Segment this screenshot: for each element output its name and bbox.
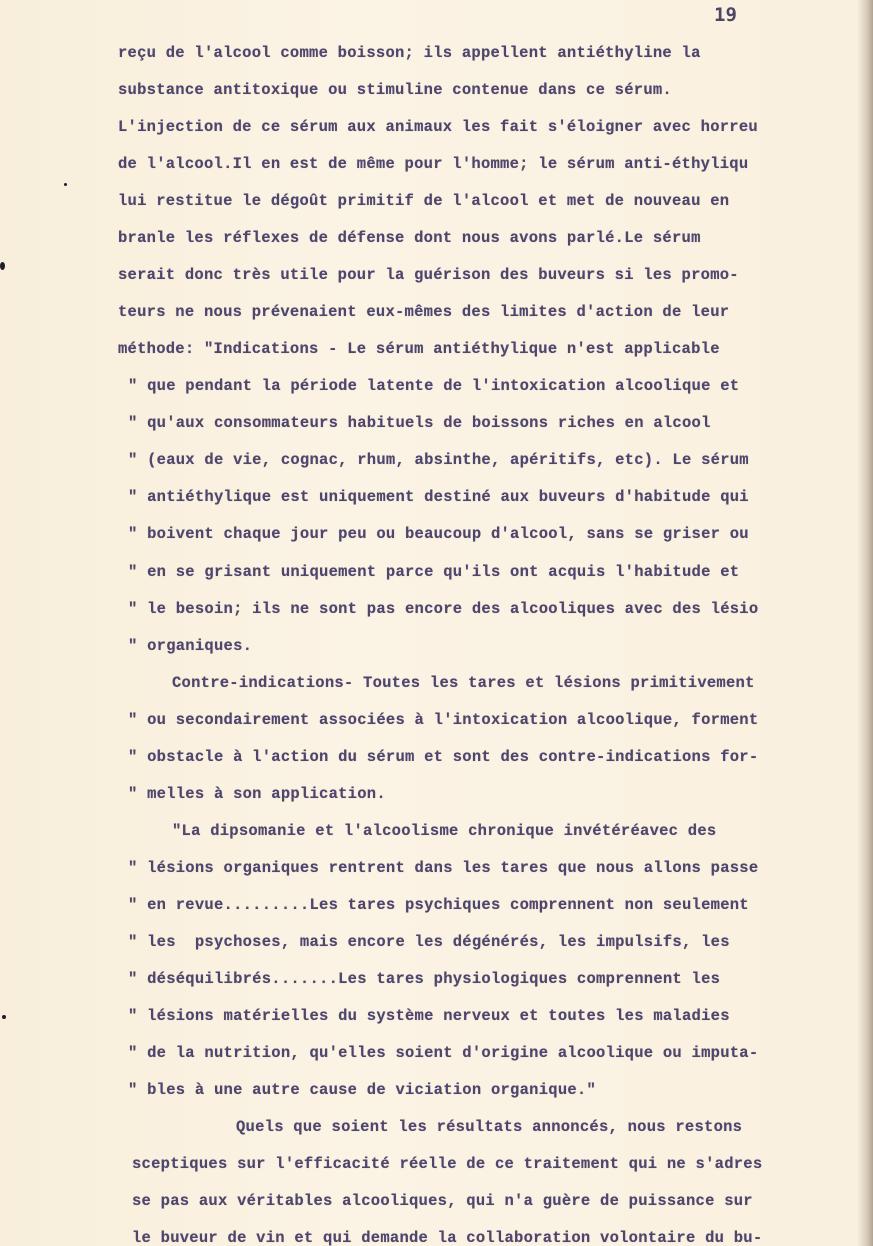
text-line: " organiques. bbox=[128, 637, 253, 655]
text-line: branle les réflexes de défense dont nous avons parlé.Le sérum bbox=[118, 229, 701, 247]
text-line: L'injection de ce sérum aux animaux les fait s'éloigner avec horreu bbox=[118, 118, 758, 136]
text-line: " lésions matérielles du système nerveux et toutes les maladies bbox=[128, 1007, 730, 1025]
text-line: serait donc très utile pour la guérison des buveurs si les promo- bbox=[118, 266, 739, 284]
text-line: " en revue.........Les tares psychiques comprennent non seulement bbox=[128, 896, 749, 914]
text-line: " melles à son application. bbox=[128, 785, 386, 803]
page-number: 19 bbox=[714, 4, 737, 26]
text-line: " antiéthylique est uniquement destiné aux buveurs d'habitude qui bbox=[128, 488, 749, 506]
text-line: " les psychoses, mais encore les dégénérés, les impulsifs, les bbox=[128, 933, 730, 951]
text-line: méthode: "Indications - Le sérum antiéthylique n'est applicable bbox=[118, 340, 720, 358]
text-line: " le besoin; ils ne sont pas encore des alcooliques avec des lésio bbox=[128, 600, 759, 618]
text-line: "La dipsomanie et l'alcoolisme chronique invétéréavec des bbox=[172, 822, 717, 840]
text-line: se pas aux véritables alcooliques, qui n'a guère de puissance sur bbox=[132, 1192, 753, 1210]
text-line: " en se grisant uniquement parce qu'ils ont acquis l'habitude et bbox=[128, 563, 740, 581]
text-line: " de la nutrition, qu'elles soient d'origine alcoolique ou imputa- bbox=[128, 1044, 759, 1062]
text-line: " qu'aux consommateurs habituels de boissons riches en alcool bbox=[128, 414, 711, 432]
text-line: " obstacle à l'action du sérum et sont des contre-indications for- bbox=[128, 748, 759, 766]
text-line: " ou secondairement associées à l'intoxication alcoolique, forment bbox=[128, 711, 759, 729]
text-line: teurs ne nous prévenaient eux-mêmes des limites d'action de leur bbox=[118, 303, 730, 321]
text-line: " lésions organiques rentrent dans les tares que nous allons passe bbox=[128, 859, 759, 877]
text-line: de l'alcool.Il en est de même pour l'homme; le sérum anti-éthyliqu bbox=[118, 155, 749, 173]
text-line: Quels que soient les résultats annoncés, nous restons bbox=[236, 1118, 743, 1136]
text-line: le buveur de vin et qui demande la collaboration volontaire du bu- bbox=[132, 1229, 763, 1246]
text-line: " bles à une autre cause de viciation organique." bbox=[128, 1081, 597, 1099]
text-line: substance antitoxique ou stimuline contenue dans ce sérum. bbox=[118, 81, 672, 99]
scan-speck bbox=[64, 183, 67, 186]
text-line: " que pendant la période latente de l'intoxication alcoolique et bbox=[128, 377, 740, 395]
page-edge-shadow bbox=[857, 0, 873, 1246]
text-line: " (eaux de vie, cognac, rhum, absinthe, apéritifs, etc). Le sérum bbox=[128, 451, 749, 469]
text-line: Contre-indications- Toutes les tares et lésions primitivement bbox=[172, 674, 755, 692]
text-line: lui restitue le dégoût primitif de l'alcool et met de nouveau en bbox=[118, 192, 730, 210]
scan-speck bbox=[2, 1015, 6, 1019]
scan-speck bbox=[0, 262, 5, 270]
text-line: " boivent chaque jour peu ou beaucoup d'alcool, sans se griser ou bbox=[128, 525, 749, 543]
text-line: sceptiques sur l'efficacité réelle de ce traitement qui ne s'adres bbox=[132, 1155, 763, 1173]
text-line: reçu de l'alcool comme boisson; ils appellent antiéthyline la bbox=[118, 44, 701, 62]
text-line: " déséquilibrés.......Les tares physiologiques comprennent les bbox=[128, 970, 721, 988]
